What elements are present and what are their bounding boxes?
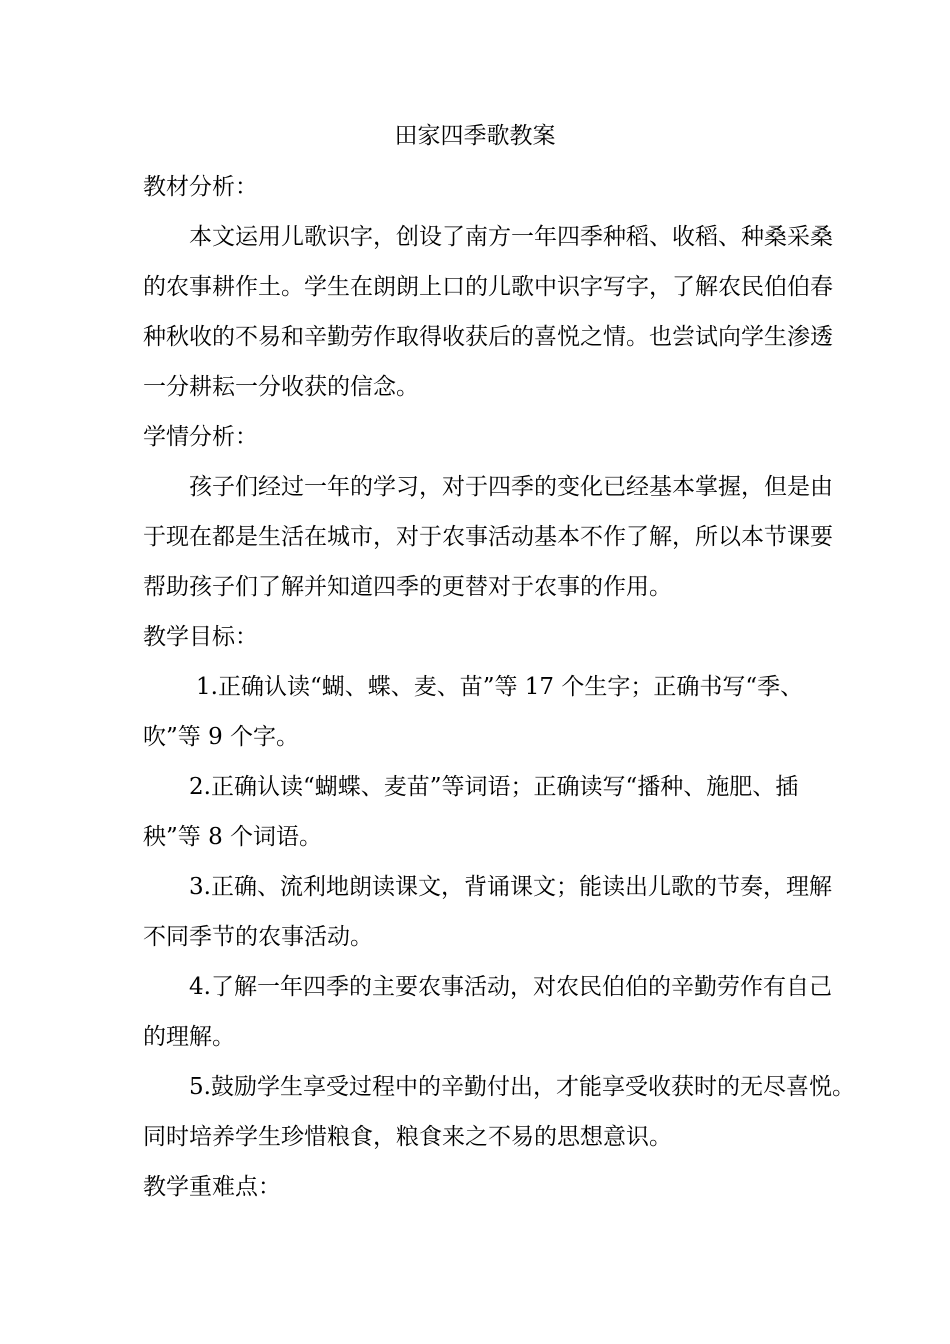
paragraph-line: 帮助孩子们了解并知道四季的更替对于农事的作用。	[143, 574, 672, 600]
goal-item-line: 1.正确认读“蝴、蝶、麦、苗”等 17 个生字；正确书写“季、	[196, 674, 804, 700]
goal-item-line: 4.了解一年四季的主要农事活动，对农民伯伯的辛勤劳作有自己	[189, 974, 832, 1000]
section-heading-teaching-goals: 教学目标：	[143, 624, 258, 650]
paragraph-line: 的农事耕作土。学生在朗朗上口的儿歌中识字写字，了解农民伯伯春	[143, 274, 833, 300]
goal-item-line: 秧”等 8 个词语。	[143, 824, 323, 850]
paragraph-line: 种秋收的不易和辛勤劳作取得收获后的喜悦之情。也尝试向学生渗透	[143, 324, 833, 350]
goal-item-line: 同时培养学生珍惜粮食，粮食来之不易的思想意识。	[143, 1124, 672, 1150]
goal-item-line: 2.正确认读“蝴蝶、麦苗”等词语；正确读写“播种、施肥、插	[189, 774, 799, 800]
goal-item-line: 5.鼓励学生享受过程中的辛勤付出，才能享受收获时的无尽喜悦。	[189, 1074, 855, 1100]
section-heading-student-analysis: 学情分析：	[143, 424, 258, 450]
section-heading-key-difficulties: 教学重难点：	[143, 1174, 281, 1200]
goal-item-line: 的理解。	[143, 1024, 235, 1050]
section-heading-material-analysis: 教材分析：	[143, 174, 258, 200]
paragraph-line: 一分耕耘一分收获的信念。	[143, 374, 419, 400]
document-title: 田家四季歌教案	[394, 123, 556, 149]
goal-item-line: 3.正确、流利地朗读课文，背诵课文；能读出儿歌的节奏，理解	[189, 874, 832, 900]
paragraph-line: 孩子们经过一年的学习，对于四季的变化已经基本掌握，但是由	[189, 474, 833, 500]
paragraph-line: 本文运用儿歌识字，创设了南方一年四季种稻、收稻、种桑采桑	[189, 224, 833, 250]
paragraph-line: 于现在都是生活在城市，对于农事活动基本不作了解，所以本节课要	[143, 524, 833, 550]
goal-item-line: 不同季节的农事活动。	[143, 924, 373, 950]
goal-item-line: 吹”等 9 个字。	[143, 724, 300, 750]
